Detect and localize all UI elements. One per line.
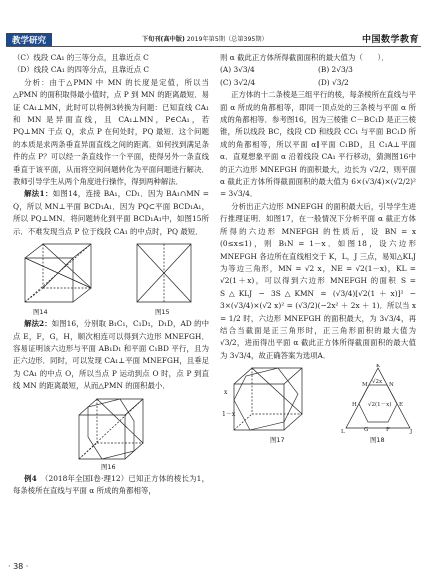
figure-16-caption: 图16	[101, 462, 116, 471]
header-rule	[6, 46, 421, 47]
figure-18-label-h: H	[352, 402, 357, 409]
right-column	[220, 52, 416, 446]
figure-17-cube	[220, 364, 340, 434]
figure-18-label-m: M	[362, 382, 368, 389]
figure-17-label-x: x	[224, 389, 228, 397]
figure-18-triangle	[340, 364, 416, 434]
option-a: (A) 3√3/4	[220, 65, 255, 75]
figures-14-15	[13, 240, 209, 316]
option-c-text: （C）线段 CA₁ 的三等分点，且靠近点 C	[13, 53, 149, 62]
right-analysis-1: 正方体的十二条棱是三组平行的棱，每条棱所在直线与平面 α 所成的角都相等，即同一顶点处的三条棱与平面 α 所成的角都相等．参考图16，因为三棱锥 C－BC₁D 是正三棱锥，所以线段 BC，线段 CD 和线段 CC₁ 与平面 BC₁D 所成的角都相等，所以平面 α∥平面 C₁BD，且 C₁A⊥平面 α．直观想象平面 α 沿着线段 CA₁ 平行移动，猜测图16中的正六边形 MNEFGH 的面积最大，边长为 √2/2，则平面 α 截此正方体所得截面面积的最大值为 6×(√3/4)×(√2/2)² = 3√3/4．	[220, 90, 416, 199]
figure-18-label-f: F	[386, 427, 390, 434]
figure-16	[13, 395, 209, 471]
right-analysis-2: 分析出正六边形 MNEFGH 的面积最大后，引导学生进行推理证明．如图17，在一般情况下分析平面 α 截正方体所得的六边形 MNEFGH 的性质后，设 BN = x (0≤x≤1)，则 B₁N = 1－x．如图18，设六边形 MNEFGH 各边所在直线相交于 K，L，J 三点，易知△KLJ 为等边三角形，MN = √2 x，NE = √2(1－x)，KL = √2(1＋x)，可以得到六边形 MNEFGH 的面积 S = S△KLJ − 3S△KMN = (√3/4)[√2(1＋x)]² − 3×(√3/4)×(√2 x)² = (√3/2)(−2x² ＋ 2x ＋ 1)．所以当 x = 1/2 时，六边形 MNEFGH 的面积最大，为 3√3/4，再结合当截面是正三角形时，正三角形面积的最大值为 √3/2，进而得出平面 α 截此正方体所得截面面积的最大值为 3√3/4，故正确答案为选项A．	[220, 201, 416, 360]
options-row-2	[220, 77, 416, 89]
figure-17-caption: 图17	[270, 436, 285, 445]
page-number: · 38 ·	[8, 562, 29, 571]
figure-17-label-1mx: 1－x	[222, 411, 236, 419]
option-d: (D) √3/2	[318, 77, 349, 87]
left-column	[13, 52, 209, 497]
issue-number: 2019年第5期（总第395期）	[186, 36, 268, 43]
issue-info	[142, 34, 268, 43]
figure-18-caption: 图18	[370, 436, 385, 445]
solution-1-label: 解法1：	[24, 189, 53, 199]
figure-18-label-ne: √2(1－x)	[368, 402, 392, 409]
option-d-text: （D）线段 CA₁ 的四等分点，且靠近点 C	[13, 65, 150, 75]
solution-1	[13, 188, 209, 238]
figure-18-label-mn: √2x	[372, 379, 383, 386]
options-row-1	[220, 64, 416, 76]
example-4	[13, 473, 209, 498]
figure-18-label-g: G	[364, 427, 369, 434]
journal-title: 中国数学教育	[361, 35, 419, 45]
figure-18-label-l: L	[341, 429, 345, 435]
section-tag: 教学研究	[6, 33, 52, 47]
figure-18-label-j: J	[410, 429, 413, 435]
figure-15-caption: 图15	[155, 308, 170, 317]
option-c: (C) 3√2/4	[220, 77, 256, 87]
option-b: (B) 2√3/3	[318, 65, 353, 75]
analysis-paragraph: 分析：由于△PMN 中 MN 的长度是定值，所以当△PMN 的面积取得最小值时，点 P 到 MN 的距离最短．易证 CA₁⊥MN，此时可以将例3转换为问题：已知直线 CA₁ 和 MN 是异面直线，且 CA₁⊥MN，P∈CA₁，若 PQ⊥MN 于点 Q，求点 P 在何处时，PQ 最短．这个问题的本质是求两条垂直异面直线之间的距离．如何找到满足条件的点 P？可以经一条直线作一个平面，使得另外一条直线垂直于该平面，从而将空间问题转化为平面问题进行解决．教师引导学生从两个角度进行操作，得到两种解法．	[13, 77, 209, 187]
solution-1-text: 如图14，连接 BA₁，CD₁．因为 BA₁∩MN = Q，所以 MN⊥平面 BCD₁A₁．因为 PQ⊂平面 BCD₁A₁，所以 PQ⊥MN．将问题转化到平面 BCD₁A₁中，如图15所示．不难发现当点 P 位于线段 CA₁ 的中点时，PQ 最短．	[13, 189, 209, 236]
figure-18-label-n: N	[389, 382, 394, 389]
example-4-text: （2018年全国Ⅰ卷·理12）已知正方体的棱长为1，每条棱所在直线与平面 α 所成的角都相等，	[13, 473, 209, 495]
figures-17-18	[220, 364, 416, 444]
solution-2-text: 如图16，分别取 B₁C₁，C₁D₁，D₁D，AD 的中点 E，F，G，H，顺次相连可以得到六边形 MNEFGH．容易证明该六边形与平面 AB₁D₁ 和平面 C₁BD 平行，且为正六边形．同时，可以发现 CA₁⊥平面 MNEFGH，且垂足为 CA₁ 的中点 O，所以当点 P 运动到点 O 时，点 P 到直线 MN 的距离最短，从而△PMN 的面积最小．	[13, 319, 209, 391]
solution-2	[13, 318, 209, 392]
figure-14-caption: 图14	[33, 308, 48, 317]
example-4-label: 例4	[24, 473, 37, 483]
figure-15-rectangle	[131, 240, 201, 306]
solution-2-label: 解法2：	[24, 319, 52, 329]
figure-18-label-k: K	[376, 364, 381, 370]
page-header	[0, 0, 427, 46]
issue-edition: 下旬刊(高中版)	[142, 36, 185, 43]
figure-18-label-e: E	[399, 402, 404, 409]
figure-16-cube	[13, 395, 209, 461]
example-4-question: 则 α 截此正方体所得截面面积的最大值为（ ）．	[220, 53, 389, 62]
